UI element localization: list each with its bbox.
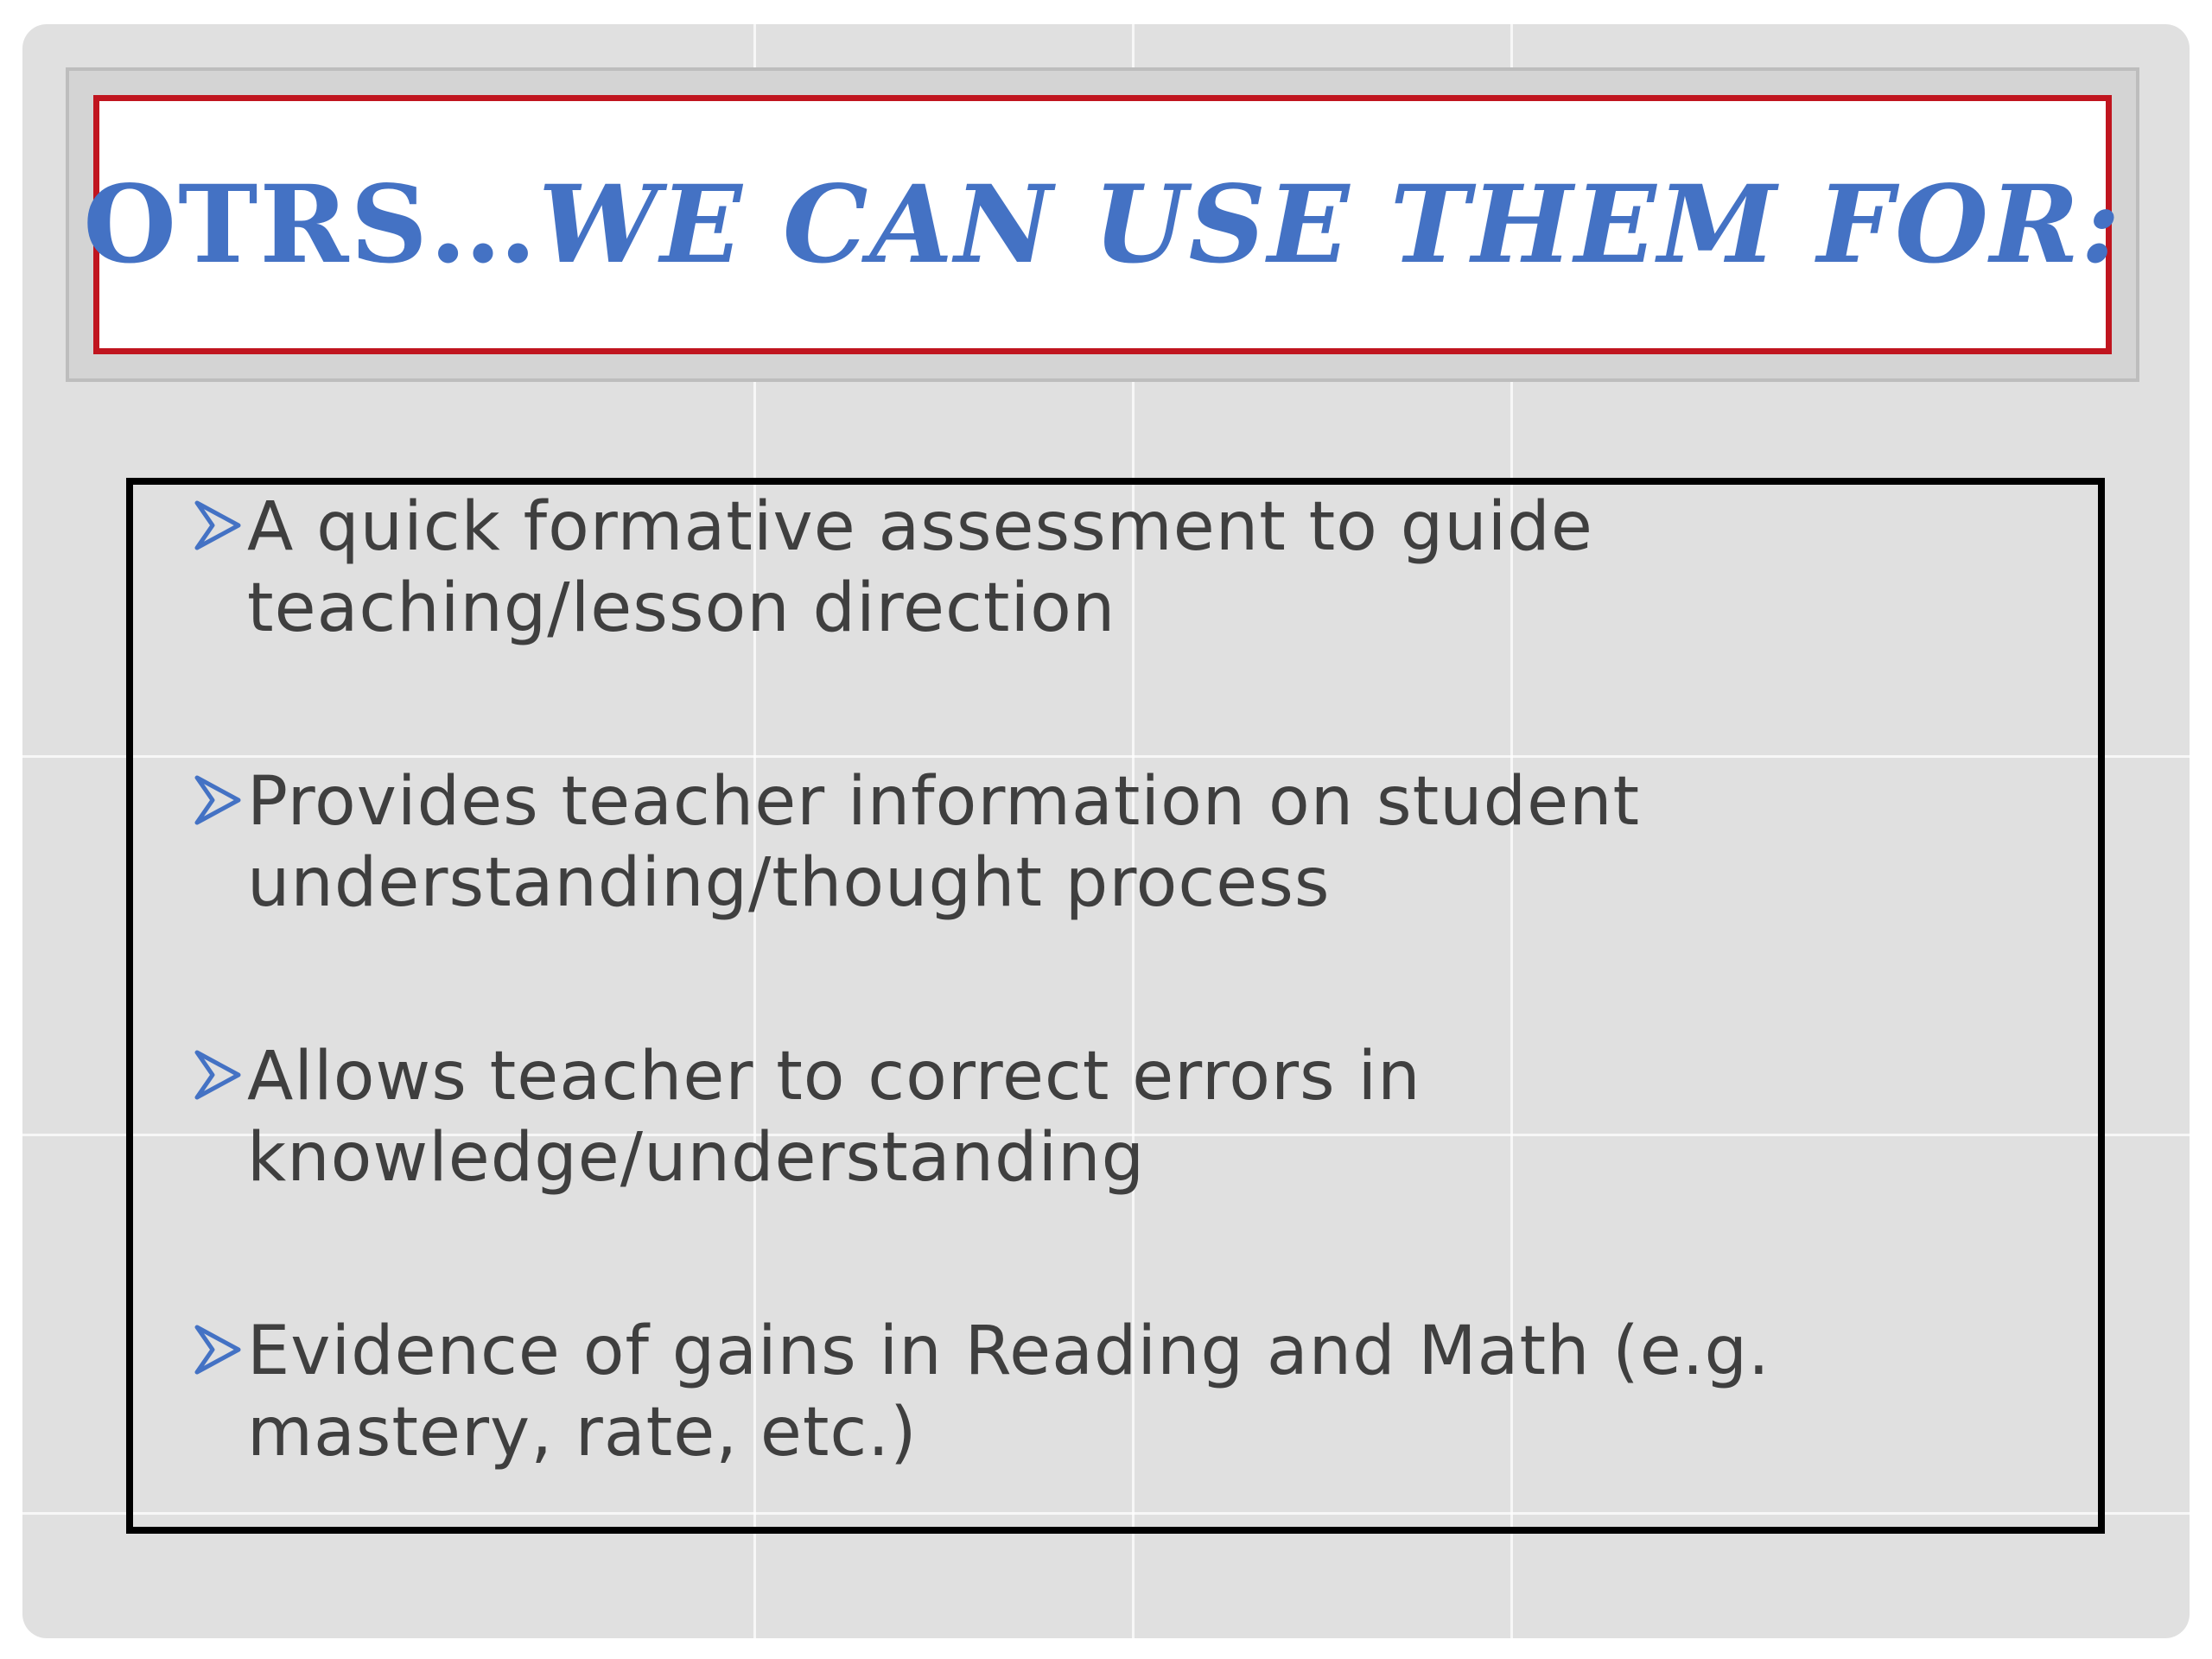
- bullet-item: [194, 761, 2051, 924]
- bullet-text: Evidence of gains in Reading and Math (e.g. mastery, rate, etc.): [247, 1313, 1770, 1471]
- bullet-text: Allows teacher to correct errors in knowledge/understanding: [247, 1038, 1421, 1197]
- content-box: [126, 478, 2105, 1534]
- bullet-text: Provides teacher information on student understanding/thought process: [247, 763, 1641, 922]
- bullet-text: A quick formative assessment to guide teaching/lesson direction: [247, 488, 1593, 647]
- slide: [22, 24, 2190, 1638]
- title-part-1: OTRS…: [83, 162, 538, 288]
- arrow-bullet-icon: [194, 761, 247, 839]
- bullet-item: [194, 486, 2051, 649]
- title-frame: [66, 67, 2139, 382]
- slide-title: [83, 162, 2122, 288]
- title-box: [83, 95, 2122, 354]
- bullet-item: [194, 1036, 2051, 1198]
- title-part-2: WE CAN USE THEM FOR:: [537, 162, 2122, 288]
- bullet-item: [194, 1311, 2051, 1473]
- arrow-bullet-icon: [194, 1036, 247, 1114]
- arrow-bullet-icon: [194, 486, 247, 564]
- arrow-bullet-icon: [194, 1311, 247, 1389]
